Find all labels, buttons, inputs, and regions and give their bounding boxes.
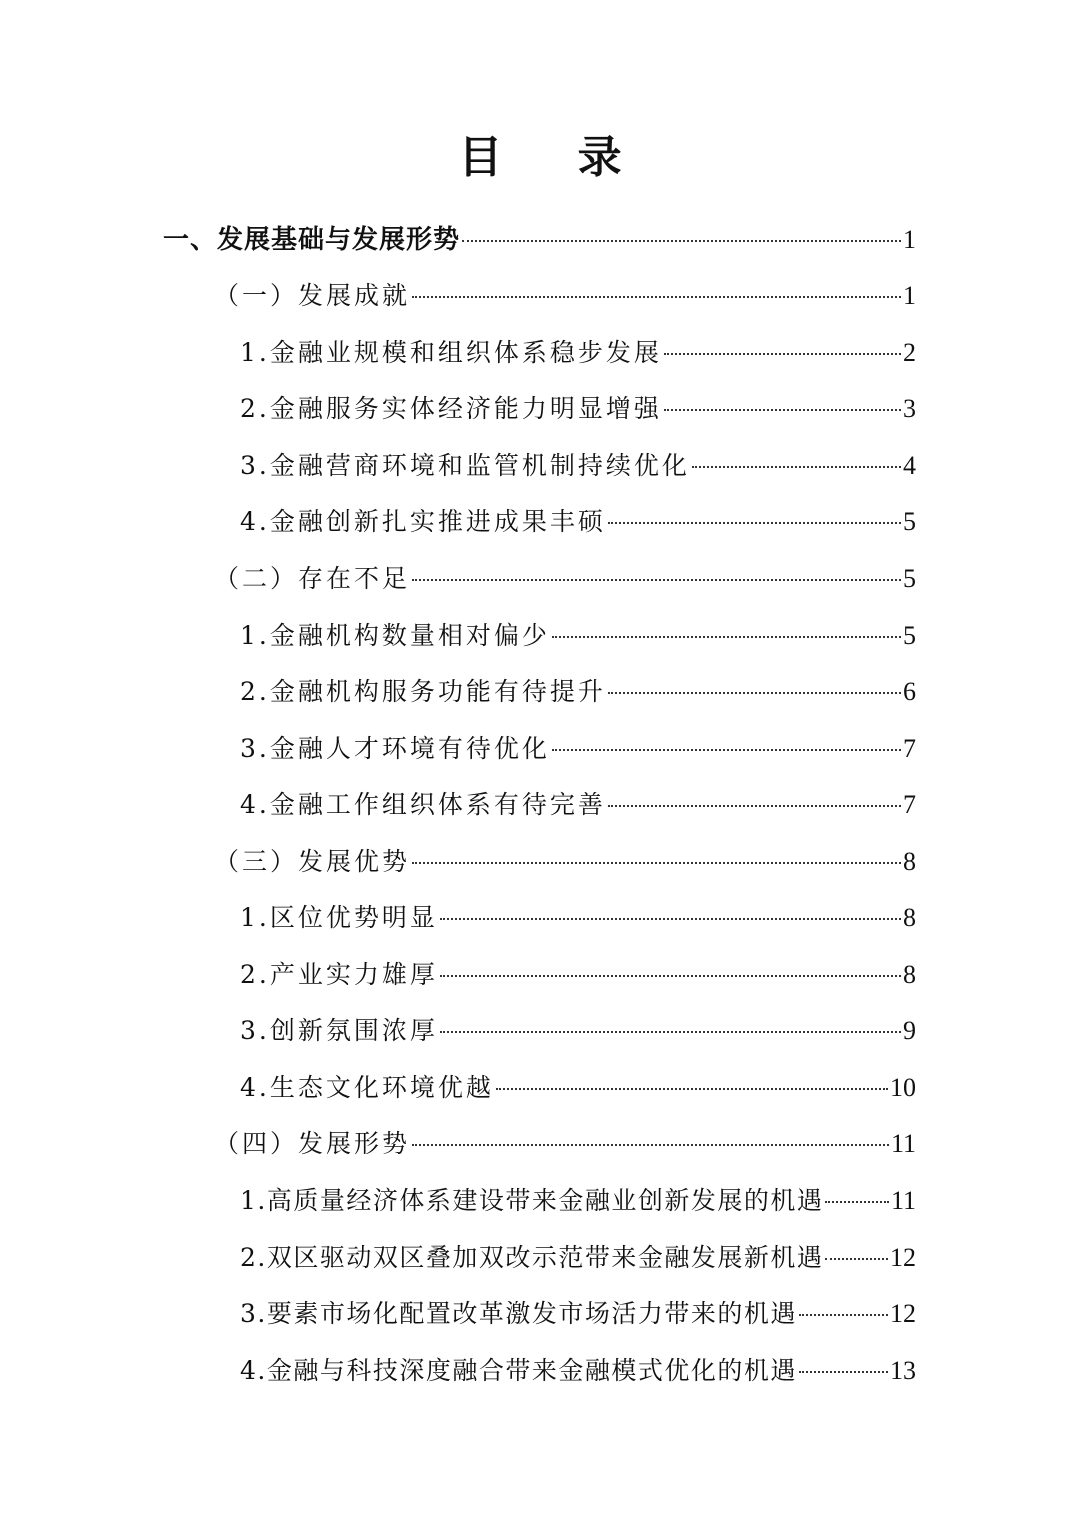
toc-entry-page: 8 [903, 960, 916, 989]
toc-entry-label: 1.金融机构数量相对偏少 [240, 621, 550, 650]
toc-entry-page: 8 [903, 903, 916, 932]
toc-entry-page: 11 [890, 1129, 916, 1158]
toc-entry-page: 10 [890, 1073, 916, 1102]
toc-entry[interactable] [240, 1351, 916, 1391]
toc-entry[interactable] [240, 1011, 916, 1051]
toc-entry[interactable] [240, 389, 916, 429]
toc-entry-page: 4 [903, 451, 916, 480]
toc-dot-leader [412, 296, 901, 298]
toc-entry[interactable] [214, 559, 916, 599]
toc-entry[interactable] [240, 729, 916, 769]
toc-entry-label: 4.金融与科技深度融合带来金融模式优化的机遇 [240, 1356, 797, 1385]
toc-entry[interactable] [240, 1068, 916, 1108]
toc-dot-leader [496, 1088, 888, 1090]
toc-entry-label: 一、发展基础与发展形势 [163, 225, 461, 255]
toc-entry-label: 3.要素市场化配置改革激发市场活力带来的机遇 [240, 1299, 797, 1328]
toc-entry-page: 9 [903, 1016, 916, 1045]
toc-entry-page: 7 [903, 734, 916, 763]
toc-dot-leader [552, 749, 901, 751]
toc-entry[interactable] [240, 333, 916, 373]
toc-dot-leader [692, 466, 901, 468]
toc-entry[interactable] [214, 276, 916, 316]
toc-entry[interactable] [240, 616, 916, 656]
toc-entry[interactable] [240, 446, 916, 486]
toc-dot-leader [608, 692, 901, 694]
toc-dot-leader [664, 353, 901, 355]
toc-dot-leader [412, 1144, 889, 1146]
toc-entry-label: （一）发展成就 [214, 281, 411, 310]
toc-entry-label: 4.金融创新扎实推进成果丰硕 [240, 507, 606, 536]
toc-entry-page: 11 [890, 1186, 916, 1215]
toc-dot-leader [462, 240, 901, 242]
toc-entry-page: 3 [903, 394, 916, 423]
toc-entry-page: 6 [903, 677, 916, 706]
toc-entry-label: 1.区位优势明显 [240, 903, 438, 932]
toc-entry-page: 12 [890, 1299, 916, 1328]
toc-entry-page: 8 [903, 847, 916, 876]
toc-entry-label: 2.双区驱动双区叠加双改示范带来金融发展新机遇 [240, 1243, 824, 1272]
toc-entry-label: （四）发展形势 [214, 1129, 411, 1158]
toc-dot-leader [664, 409, 901, 411]
toc-entry-label: 2.产业实力雄厚 [240, 960, 438, 989]
toc-entry[interactable] [214, 842, 916, 882]
toc-dot-leader [825, 1258, 888, 1260]
toc-entry-page: 12 [890, 1243, 916, 1272]
toc-dot-leader [825, 1201, 889, 1203]
toc-entry-label: 3.金融营商环境和监管机制持续优化 [240, 451, 690, 480]
toc-entry-label: 3.金融人才环境有待优化 [240, 734, 550, 763]
toc-entry-page: 5 [903, 564, 916, 593]
toc-entry-page: 1 [903, 281, 916, 310]
toc-entry-label: （二）存在不足 [214, 564, 411, 593]
toc-entry[interactable] [240, 1294, 916, 1334]
toc-dot-leader [412, 862, 901, 864]
toc-dot-leader [440, 975, 901, 977]
toc-entry-label: 1.高质量经济体系建设带来金融业创新发展的机遇 [240, 1186, 824, 1215]
toc-entry[interactable] [240, 785, 916, 825]
toc-entry-page: 5 [903, 507, 916, 536]
toc-entry-page: 7 [903, 790, 916, 819]
toc-entry[interactable] [214, 1124, 916, 1164]
toc-entry-page: 5 [903, 621, 916, 650]
toc-entry-page: 13 [890, 1356, 916, 1385]
toc-entry[interactable] [240, 1238, 916, 1278]
toc-dot-leader [552, 636, 901, 638]
toc-dot-leader [440, 918, 901, 920]
toc-dot-leader [412, 579, 901, 581]
toc-entry[interactable] [240, 672, 916, 712]
toc-entry-page: 1 [903, 225, 916, 254]
toc-entry-label: 3.创新氛围浓厚 [240, 1016, 438, 1045]
toc-entry-label: （三）发展优势 [214, 847, 411, 876]
toc-entry-label: 4.生态文化环境优越 [240, 1073, 494, 1102]
toc-dot-leader [799, 1314, 888, 1316]
toc-entry[interactable] [240, 955, 916, 995]
toc-entry-label: 1.金融业规模和组织体系稳步发展 [240, 338, 662, 367]
toc-entry-label: 2.金融机构服务功能有待提升 [240, 677, 606, 706]
toc-dot-leader [608, 522, 901, 524]
toc-entry-page: 2 [903, 338, 916, 367]
toc-dot-leader [799, 1371, 888, 1373]
toc-dot-leader [608, 805, 901, 807]
toc-entry[interactable] [240, 502, 916, 542]
page-title: 目 录 [458, 132, 652, 183]
toc-dot-leader [440, 1031, 901, 1033]
toc-entry-label: 4.金融工作组织体系有待完善 [240, 790, 606, 819]
toc-entry[interactable] [163, 220, 916, 260]
toc-entry[interactable] [240, 1181, 916, 1221]
toc-entry-label: 2.金融服务实体经济能力明显增强 [240, 394, 662, 423]
toc-entry[interactable] [240, 898, 916, 938]
